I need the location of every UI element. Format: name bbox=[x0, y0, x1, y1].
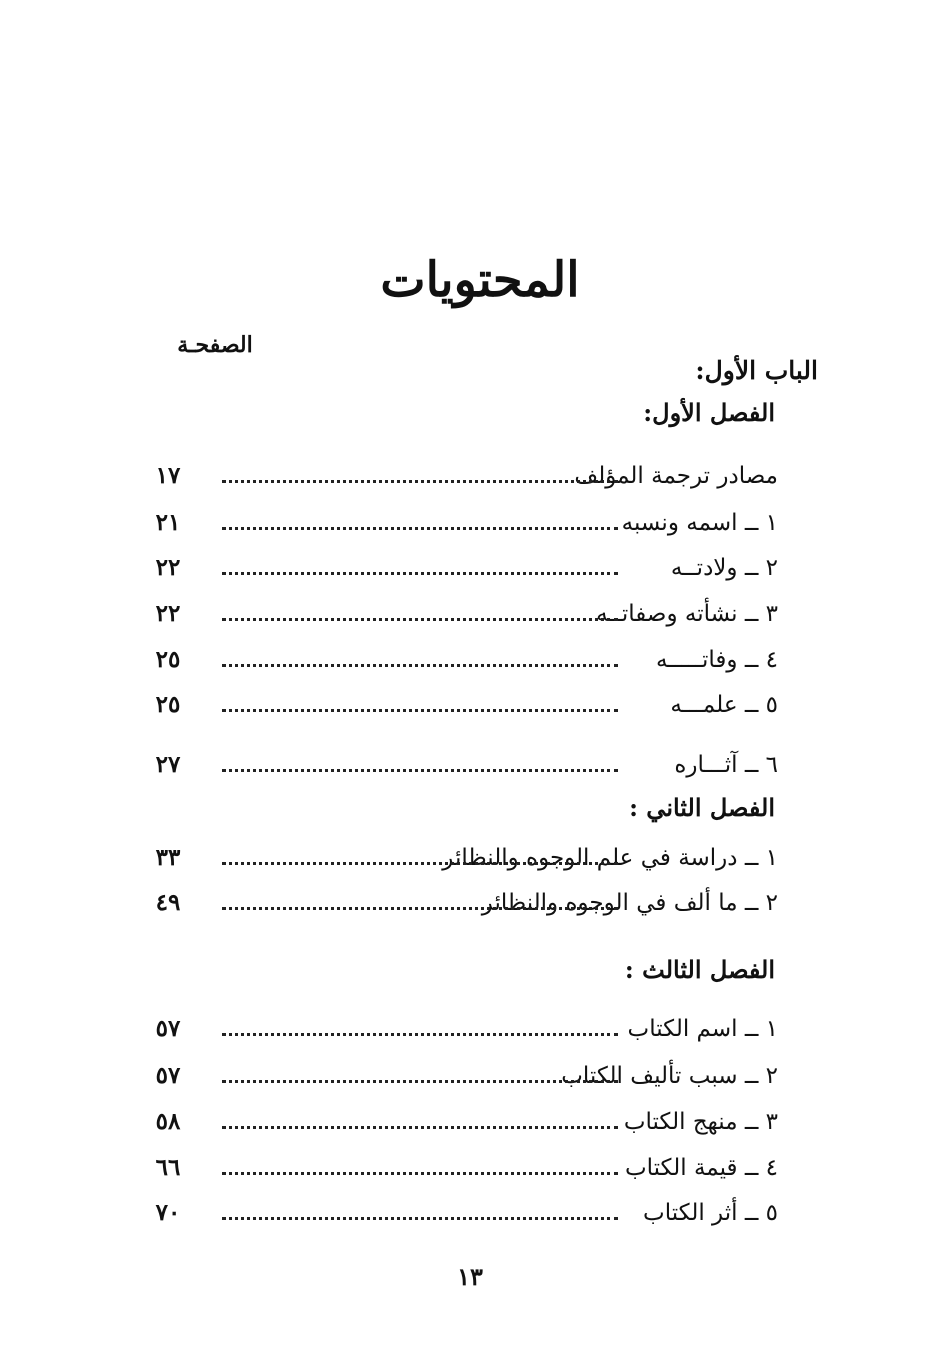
toc-entry-label: ٤ ــ وفاتـــــه bbox=[648, 642, 778, 678]
toc-entry[interactable] bbox=[148, 1011, 778, 1047]
toc-entry[interactable] bbox=[148, 1104, 778, 1140]
toc-entry[interactable] bbox=[148, 458, 778, 494]
toc-entry-page: ٢٥ bbox=[155, 646, 181, 673]
dot-leader bbox=[222, 1033, 618, 1036]
toc-entry[interactable] bbox=[148, 885, 778, 921]
chapter-heading-2: الفصل الثاني : bbox=[629, 793, 775, 822]
toc-entry[interactable] bbox=[148, 1195, 778, 1231]
toc-entry-page: ٧٠ bbox=[155, 1199, 181, 1226]
toc-entry-label: ٢ ــ سبب تأليف الكتاب bbox=[553, 1058, 778, 1094]
toc-entry-label: ٣ ــ منهج الكتاب bbox=[616, 1104, 778, 1140]
toc-entry-page: ٥٧ bbox=[155, 1015, 181, 1042]
toc-entry-page: ٣٣ bbox=[155, 844, 181, 871]
toc-entry-page: ٢٢ bbox=[155, 600, 181, 627]
toc-entry-page: ٥٧ bbox=[155, 1062, 181, 1089]
chapter-heading-3: الفصل الثالث : bbox=[624, 955, 775, 984]
toc-entry-label: ٥ ــ أثر الكتاب bbox=[635, 1195, 778, 1231]
toc-entry-label: مصادر ترجمة المؤلف bbox=[566, 458, 778, 494]
toc-entry-page: ٥٨ bbox=[155, 1108, 181, 1135]
dot-leader bbox=[222, 572, 618, 575]
dot-leader bbox=[222, 480, 618, 483]
toc-entry-page: ٢١ bbox=[155, 509, 181, 536]
toc-entry-label: ٢ ــ ولادتــه bbox=[663, 550, 778, 586]
toc-entry[interactable] bbox=[148, 1058, 778, 1094]
dot-leader bbox=[222, 769, 618, 772]
toc-entry-page: ٢٥ bbox=[155, 691, 181, 718]
dot-leader bbox=[222, 1080, 618, 1083]
toc-entry[interactable] bbox=[148, 747, 778, 783]
dot-leader bbox=[222, 1126, 618, 1129]
dot-leader bbox=[222, 618, 618, 621]
dot-leader bbox=[222, 527, 618, 530]
dot-leader bbox=[222, 1217, 618, 1220]
page-number: ١٣ bbox=[457, 1262, 483, 1291]
dot-leader bbox=[222, 709, 618, 712]
toc-entry-label: ١ ــ دراسة في علم الوجوه والنظائر bbox=[434, 840, 778, 876]
dot-leader bbox=[222, 664, 618, 667]
toc-entry[interactable] bbox=[148, 1150, 778, 1186]
toc-entry[interactable] bbox=[148, 687, 778, 723]
toc-entry-page: ٤٩ bbox=[155, 889, 181, 916]
toc-entry-label: ١ ــ اسمه ونسبه bbox=[614, 505, 778, 541]
toc-entry[interactable] bbox=[148, 642, 778, 678]
toc-entry[interactable] bbox=[148, 840, 778, 876]
toc-entry-page: ٢٧ bbox=[155, 751, 181, 778]
toc-entry-page: ٢٢ bbox=[155, 554, 181, 581]
part-heading: الباب الأول: bbox=[695, 356, 818, 385]
toc-entry-label: ٤ ــ قيمة الكتاب bbox=[617, 1150, 778, 1186]
dot-leader bbox=[222, 907, 618, 910]
toc-entry-label: ٣ ــ نشأته وصفاتــه bbox=[588, 596, 778, 632]
toc-entry-page: ٦٦ bbox=[155, 1154, 181, 1181]
page-title: المحتويات bbox=[380, 252, 580, 308]
toc-entry[interactable] bbox=[148, 596, 778, 632]
chapter-heading-1: الفصل الأول: bbox=[643, 398, 775, 427]
toc-entry-label: ٦ ــ آثـــاره bbox=[666, 747, 778, 783]
page-column-header: الصفحـة bbox=[177, 332, 253, 358]
dot-leader bbox=[222, 862, 618, 865]
toc-entry-page: ١٧ bbox=[155, 462, 181, 489]
toc-entry-label: ٥ ــ علمـــه bbox=[662, 687, 778, 723]
toc-entry[interactable] bbox=[148, 505, 778, 541]
toc-entry-label: ١ ــ اسم الكتاب bbox=[620, 1011, 778, 1047]
toc-entry[interactable] bbox=[148, 550, 778, 586]
dot-leader bbox=[222, 1172, 618, 1175]
toc-entry-label: ٢ ــ ما ألف في الوجوه والنظائر bbox=[474, 885, 778, 921]
